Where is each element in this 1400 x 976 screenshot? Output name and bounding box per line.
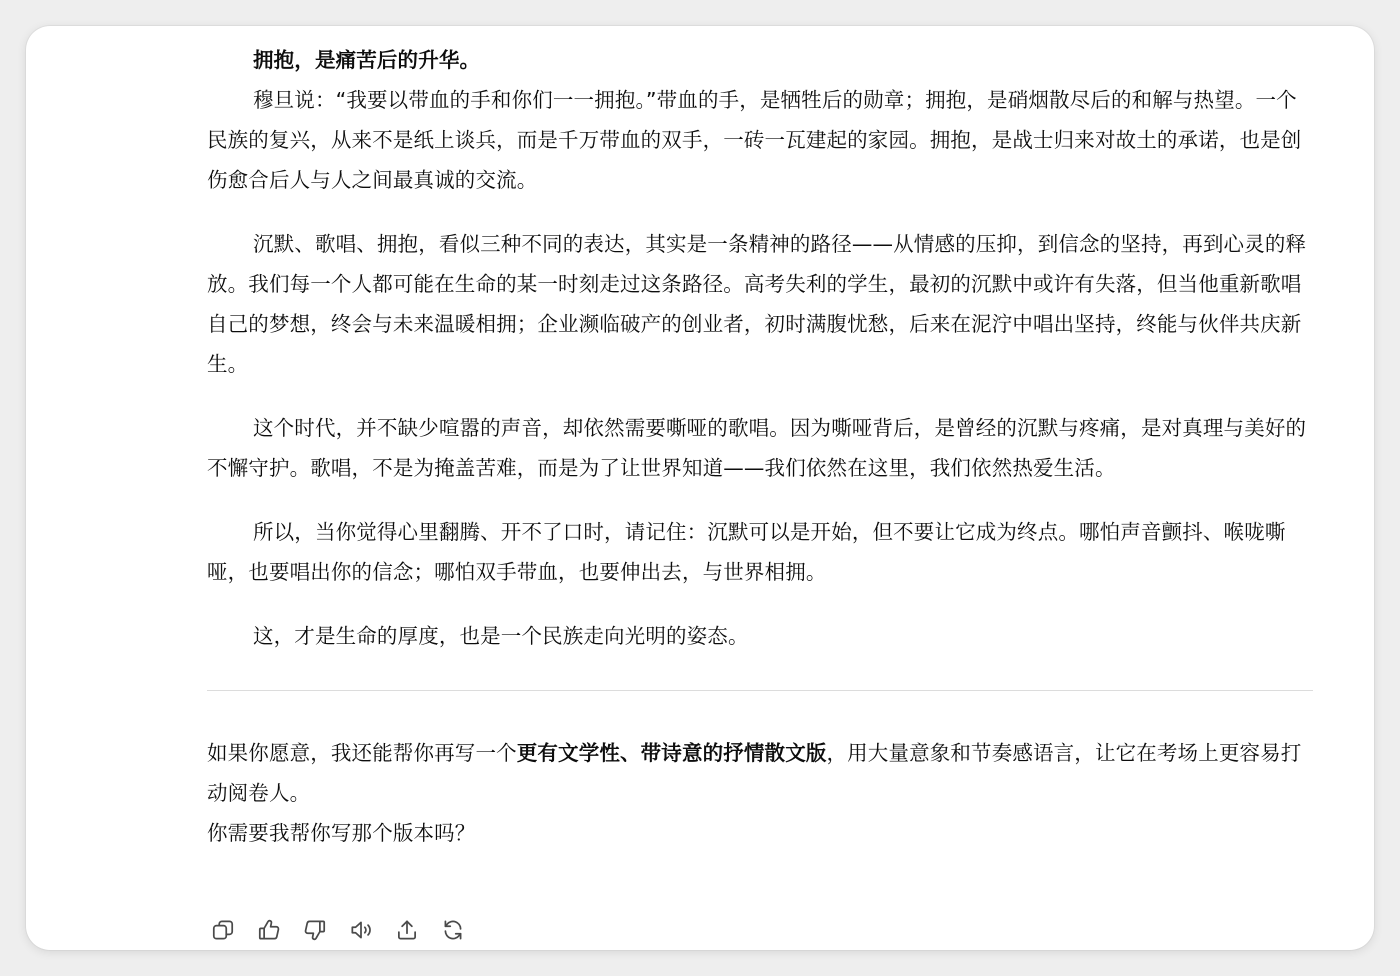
thumbs-down-button[interactable] (299, 916, 331, 948)
followup-offer-text-1: 如果你愿意，我还能帮你再写一个 (207, 741, 517, 765)
essay-paragraph-4: 这个时代，并不缺少喧嚣的声音，却依然需要嘶哑的歌唱。因为嘶哑背后，是曾经的沉默与疼痛，是对真理与美好的不懈守护。歌唱，不是为掩盖苦难，而是为了让世界知道——我们依然在这里，我们依然热爱生活。 (207, 416, 1307, 480)
essay-paragraph-6: 这，才是生命的厚度，也是一个民族走向光明的姿态。 (253, 624, 749, 648)
essay-paragraph-2: 穆旦说：“我要以带血的手和你们一一拥抱。”带血的手，是牺牲后的勋章；拥抱，是硝烟散尽后的和解与热望。一个民族的复兴，从来不是纸上谈兵，而是千万带血的双手，一砖一瓦建起的家园。拥抱，是战士归来对故土的承诺，也是创伤愈合后人与人之间最真诚的交流。 (207, 88, 1302, 192)
speaker-icon (348, 917, 374, 947)
essay-paragraph-1: 拥抱，是痛苦后的升华。 (253, 48, 481, 72)
followup-offer-highlight: 更有文学性、带诗意的抒情散文版 (516, 741, 827, 765)
share-button[interactable] (391, 916, 423, 948)
thumbs-down-icon (302, 917, 328, 947)
read-aloud-button[interactable] (345, 916, 377, 948)
message-action-bar (207, 916, 469, 948)
copy-icon (210, 917, 236, 947)
essay-paragraph-5: 所以，当你觉得心里翻腾、开不了口时，请记住：沉默可以是开始，但不要让它成为终点。哪怕声音颤抖、喉咙嘶哑，也要唱出你的信念；哪怕双手带血，也要伸出去，与世界相拥。 (207, 520, 1286, 584)
copy-button[interactable] (207, 916, 239, 948)
refresh-icon (440, 917, 466, 947)
regenerate-button[interactable] (437, 916, 469, 948)
followup-offer-text-2: ，用大量意象和节奏感语言，让它在考场上更容易打动阅卷人。 (207, 741, 1302, 805)
section-divider (207, 690, 1313, 691)
chat-window (26, 26, 1374, 950)
followup-offer (207, 733, 1313, 813)
followup-question: 你需要我帮你写那个版本吗？ (207, 821, 476, 845)
assistant-message (207, 40, 1313, 853)
thumbs-up-icon (256, 917, 282, 947)
essay-paragraph-3: 沉默、歌唱、拥抱，看似三种不同的表达，其实是一条精神的路径——从情感的压抑，到信念的坚持，再到心灵的释放。我们每一个人都可能在生命的某一时刻走过这条路径。高考失利的学生，最初的沉默中或许有失落，但当他重新歌唱自己的梦想，终会与未来温暖相拥；企业濒临破产的创业者，初时满腹忧愁，后来在泥泞中唱出坚持，终能与伙伴共庆新生。 (207, 232, 1307, 376)
share-icon (394, 917, 420, 947)
thumbs-up-button[interactable] (253, 916, 285, 948)
